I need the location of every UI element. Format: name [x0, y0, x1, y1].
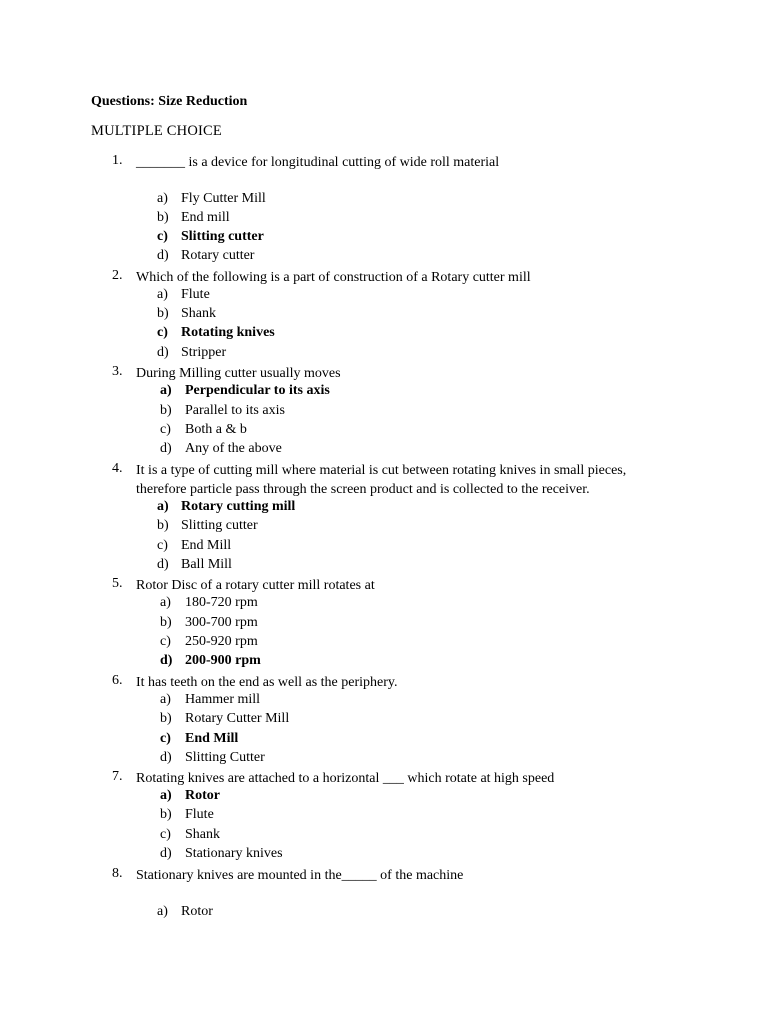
option-letter: d): [157, 557, 169, 572]
question-text: Rotating knives are attached to a horizontal ___ which rotate at high speed: [136, 771, 555, 786]
option-letter: b): [160, 615, 172, 630]
question-text: During Milling cutter usually moves: [136, 366, 341, 381]
option-7d: [0, 846, 768, 865]
question-number: 6.: [112, 673, 123, 688]
option-letter: b): [160, 711, 172, 726]
option-text: Rotary Cutter Mill: [185, 711, 290, 726]
option-text: Stripper: [181, 345, 227, 360]
question-text: _______ is a device for longitudinal cutting of wide roll material: [136, 155, 500, 170]
question-number: 4.: [112, 461, 123, 476]
option-3b: [0, 403, 768, 422]
option-5c: [0, 634, 768, 653]
option-letter: c): [160, 827, 171, 842]
section-heading: MULTIPLE CHOICE: [91, 123, 222, 139]
option-3c: [0, 422, 768, 441]
option-letter: d): [160, 653, 173, 668]
option-letter: a): [157, 191, 168, 206]
option-text: Rotary cutter: [181, 248, 255, 263]
option-6c-correct: [0, 731, 768, 750]
option-text: Shank: [181, 306, 216, 321]
option-letter: a): [157, 287, 168, 302]
option-text: Perpendicular to its axis: [185, 383, 330, 398]
option-letter: c): [160, 731, 171, 746]
option-letter: a): [160, 692, 171, 707]
option-5b: [0, 615, 768, 634]
question-number: 8.: [112, 866, 123, 881]
option-letter: c): [157, 229, 168, 244]
option-letter: d): [160, 441, 172, 456]
question-number: 2.: [112, 268, 123, 283]
option-6a: [0, 692, 768, 711]
option-8a: [0, 904, 768, 923]
option-text: 180-720 rpm: [185, 595, 258, 610]
question-number: 1.: [112, 153, 123, 168]
question-text: Which of the following is a part of construction of a Rotary cutter mill: [136, 270, 531, 285]
option-text: Parallel to its axis: [185, 403, 285, 418]
question-text: It has teeth on the end as well as the periphery.: [136, 675, 398, 690]
option-5d-correct: [0, 653, 768, 672]
option-text: Rotor: [185, 788, 220, 803]
option-letter: a): [157, 499, 169, 514]
option-letter: a): [160, 788, 172, 803]
option-2d: [0, 345, 768, 364]
question-number: 7.: [112, 769, 123, 784]
option-2a: [0, 287, 768, 306]
question-text: Stationary knives are mounted in the_____ of the machine: [136, 868, 464, 883]
option-7b: [0, 807, 768, 826]
option-text: 300-700 rpm: [185, 615, 258, 630]
option-text: Slitting cutter: [181, 518, 258, 533]
option-text: End mill: [181, 210, 230, 225]
option-letter: c): [157, 325, 168, 340]
question-text-line-2: therefore particle pass through the screen product and is collected to the receiver.: [136, 482, 590, 497]
option-letter: b): [157, 306, 169, 321]
option-letter: c): [160, 634, 171, 649]
option-text: Any of the above: [185, 441, 282, 456]
option-2c-correct: [0, 325, 768, 344]
option-text: Slitting cutter: [181, 229, 264, 244]
option-text: End Mill: [185, 731, 239, 746]
page-title: Questions: Size Reduction: [91, 94, 248, 109]
option-4a-correct: [0, 499, 768, 518]
option-letter: d): [157, 345, 169, 360]
option-text: Fly Cutter Mill: [181, 191, 266, 206]
question-text: Rotor Disc of a rotary cutter mill rotates at: [136, 578, 375, 593]
option-letter: b): [160, 403, 172, 418]
option-letter: c): [157, 538, 168, 553]
option-text: Flute: [181, 287, 210, 302]
option-letter: d): [160, 846, 172, 861]
option-4d: [0, 557, 768, 576]
option-text: Hammer mill: [185, 692, 261, 707]
option-text: Flute: [185, 807, 214, 822]
option-text: Both a & b: [185, 422, 247, 437]
option-3a-correct: [0, 383, 768, 402]
option-2b: [0, 306, 768, 325]
option-letter: b): [157, 210, 169, 225]
option-5a: [0, 595, 768, 614]
option-text: End Mill: [181, 538, 232, 553]
question-number: 3.: [112, 364, 123, 379]
option-4b: [0, 518, 768, 537]
option-letter: a): [160, 595, 171, 610]
question-text-line-1: It is a type of cutting mill where material is cut between rotating knives in small pieces,: [136, 463, 627, 478]
option-letter: b): [157, 518, 169, 533]
option-1d: [0, 248, 768, 267]
option-letter: d): [157, 248, 169, 263]
option-text: Rotor: [181, 904, 213, 919]
option-1b: [0, 210, 768, 229]
option-4c: [0, 538, 768, 557]
option-text: 200-900 rpm: [185, 653, 261, 668]
option-1c-correct: [0, 229, 768, 248]
option-letter: d): [160, 750, 172, 765]
option-text: Slitting Cutter: [185, 750, 265, 765]
option-7c: [0, 827, 768, 846]
option-letter: a): [160, 383, 172, 398]
option-letter: b): [160, 807, 172, 822]
option-letter: c): [160, 422, 171, 437]
option-3d: [0, 441, 768, 460]
option-text: 250-920 rpm: [185, 634, 258, 649]
option-7a-correct: [0, 788, 768, 807]
option-6b: [0, 711, 768, 730]
option-text: Rotating knives: [181, 325, 275, 340]
option-1a: [0, 191, 768, 210]
option-text: Stationary knives: [185, 846, 283, 861]
option-text: Ball Mill: [181, 557, 232, 572]
option-text: Shank: [185, 827, 220, 842]
option-6d: [0, 750, 768, 769]
question-number: 5.: [112, 576, 123, 591]
option-letter: a): [157, 904, 168, 919]
option-text: Rotary cutting mill: [181, 499, 296, 514]
